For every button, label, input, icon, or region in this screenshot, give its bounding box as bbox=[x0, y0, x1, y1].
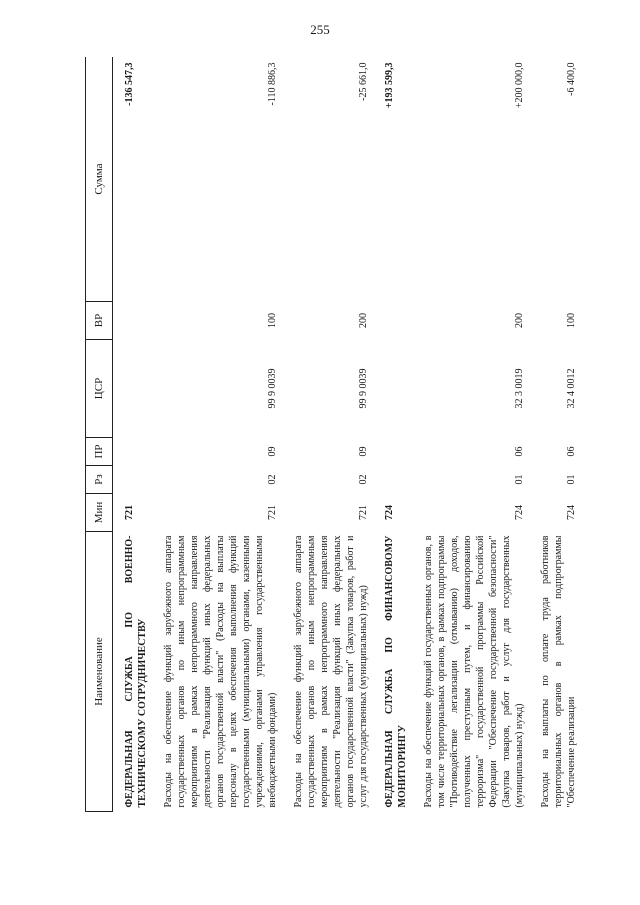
row-pr bbox=[380, 438, 412, 466]
row-sum: -110 886,3 bbox=[267, 62, 278, 106]
row-min: 721 bbox=[267, 505, 278, 520]
row-sum: +200 000,0 bbox=[514, 62, 525, 109]
table-row bbox=[289, 57, 373, 812]
row-rz bbox=[120, 466, 152, 494]
header-vr: ВР bbox=[86, 302, 113, 340]
header-sum: Сумма bbox=[86, 57, 113, 302]
row-csr: 99 9 0039 bbox=[358, 368, 369, 409]
row-pr: 09 bbox=[358, 446, 369, 457]
row-vr: 200 bbox=[514, 313, 525, 328]
row-csr: 32 3 0019 bbox=[514, 368, 525, 409]
row-pr: 06 bbox=[514, 446, 525, 457]
table-header-row bbox=[86, 57, 113, 812]
row-min: 724 bbox=[566, 505, 577, 520]
row-csr bbox=[120, 340, 152, 438]
row-rz: 02 bbox=[267, 474, 278, 485]
row-min: 724 bbox=[514, 505, 525, 520]
row-pr: 09 bbox=[267, 446, 278, 457]
row-name: Расходы на обеспечение функций зарубежного аппарата государственных органов по иным непрограммным мероприятиям в рамках непрограммного направления деятельности "Реализация функций иных федеральных органов государственной власти" (Закупка товаров, работ и услуг для государственных (муниципальных) нужд) bbox=[293, 535, 369, 808]
header-min: Мин bbox=[86, 494, 113, 532]
row-sum: +193 599,3 bbox=[384, 62, 395, 109]
rotated-table-frame bbox=[85, 57, 615, 812]
row-sum: -6 400,0 bbox=[566, 62, 577, 96]
row-pr bbox=[120, 438, 152, 466]
row-vr: 100 bbox=[566, 313, 577, 328]
page-number: 255 bbox=[310, 22, 330, 37]
row-min: 721 bbox=[358, 505, 369, 520]
table-row bbox=[419, 57, 529, 812]
row-min: 721 bbox=[124, 505, 135, 520]
table-row bbox=[380, 57, 412, 812]
row-name: Расходы на выплаты по оплате труда работников территориальных органов в рамках подпрограммы "Обеспечение реализации bbox=[540, 535, 577, 808]
row-sum: -136 547,3 bbox=[124, 62, 135, 106]
row-rz: 01 bbox=[566, 474, 577, 485]
row-pr: 06 bbox=[566, 446, 577, 457]
header-rz: Рз bbox=[86, 466, 113, 494]
table-row bbox=[536, 57, 581, 812]
row-rz bbox=[380, 466, 412, 494]
row-csr: 32 4 0012 bbox=[566, 368, 577, 409]
row-name: ФЕДЕРАЛЬНАЯ СЛУЖБА ПО ВОЕННО-ТЕХНИЧЕСКОМУ СОТРУДНИЧЕСТВУ bbox=[124, 535, 148, 808]
budget-table bbox=[85, 57, 581, 812]
header-pr: ПР bbox=[86, 438, 113, 466]
rotated-table-content bbox=[85, 57, 615, 812]
row-csr: 99 9 0039 bbox=[267, 368, 278, 409]
row-name: Расходы на обеспечение функций государственных органов, в том числе территориальных органов, в рамках подпрограммы "Противодействие легализации (отмыванию) доходов, полученных преступным путем, и финансированию терроризма" государственной программы Российской Федерации "Обеспечение государственной безопасности" (Закупка товаров, работ и услуг для государственных (муниципальных) нужд) bbox=[423, 535, 525, 808]
row-vr bbox=[380, 302, 412, 340]
row-vr bbox=[120, 302, 152, 340]
row-sum: -25 661,0 bbox=[358, 62, 369, 101]
table-row bbox=[159, 57, 282, 812]
row-vr: 100 bbox=[267, 313, 278, 328]
row-rz: 01 bbox=[514, 474, 525, 485]
table-row bbox=[120, 57, 152, 812]
row-csr bbox=[380, 340, 412, 438]
row-vr: 200 bbox=[358, 313, 369, 328]
row-min: 724 bbox=[384, 505, 395, 520]
header-csr: ЦСР bbox=[86, 340, 113, 438]
row-rz: 02 bbox=[358, 474, 369, 485]
header-name: Наименование bbox=[86, 532, 113, 812]
row-name: Расходы на обеспечение функций зарубежного аппарата государственных органов по иным непрограммным мероприятиям в рамках непрограммного направления деятельности "Реализация функций иных федеральных органов государственной власти" (Расходы на выплаты персоналу в целях обеспечения выполнения функций государственными (муниципальными) органами, казенными учреждениями, органами управления государственными внебюджетными фондами) bbox=[163, 535, 278, 808]
row-name: ФЕДЕРАЛЬНАЯ СЛУЖБА ПО ФИНАНСОВОМУ МОНИТОРИНГУ bbox=[384, 535, 408, 808]
